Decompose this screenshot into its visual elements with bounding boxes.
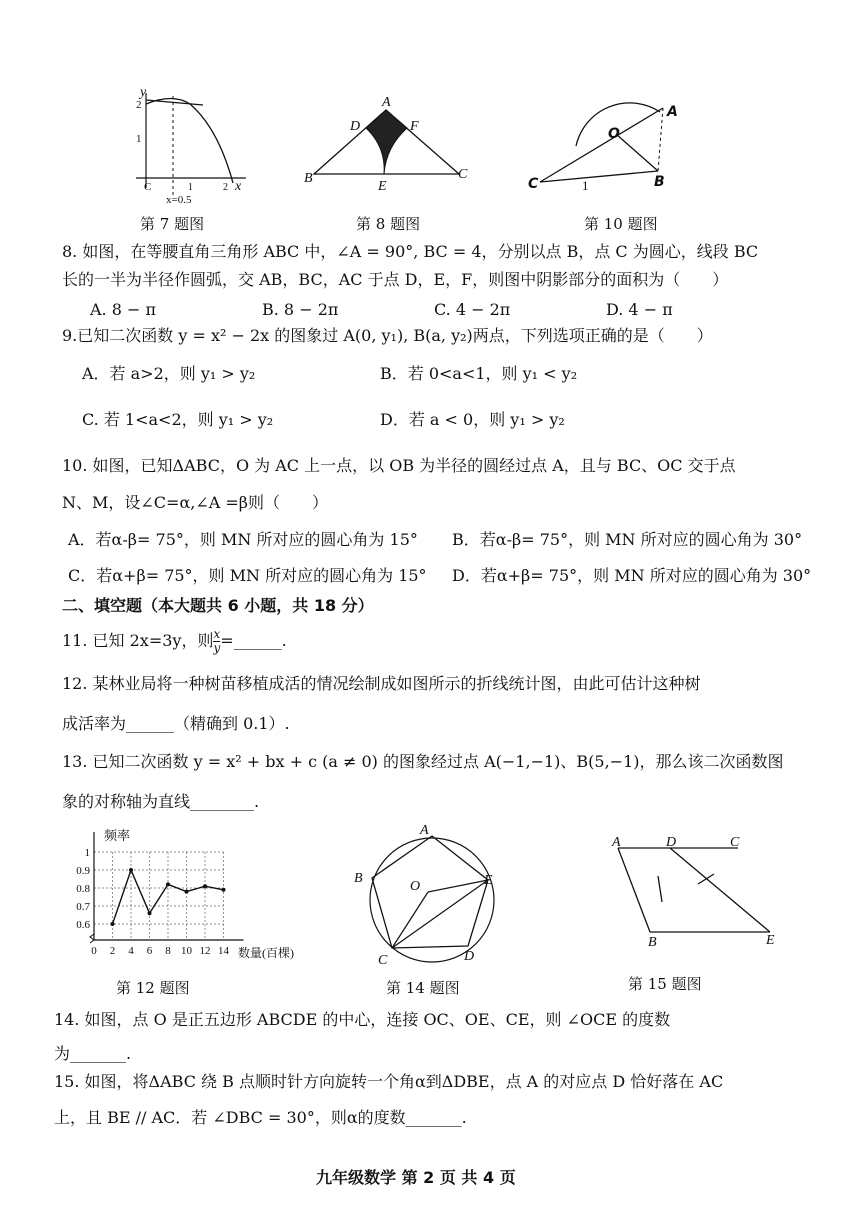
fig15-caption: 第 15 题图 [628,975,702,993]
figure-14 [348,820,508,970]
y-tick-label: 0.7 [76,901,90,913]
data-point [148,911,152,915]
q10-option-d: D．若α+β= 75°，则 MN 所对应的圆心角为 30° [452,566,812,585]
q10-line2: N、M，设∠C=α,∠A =β则（ ） [62,493,329,512]
q12-line1: 12. 某林业局将一种树苗移植成活的情况绘制成如图所示的折线统计图，由此可估计这种树 [62,674,701,693]
x-tick-label: 4 [128,945,134,957]
q8-line1: 8. 如图，在等腰直角三角形 ABC 中，∠A = 90°, BC = 4，分别以点 B，点 C 为圆心，线段 BC [62,242,759,261]
fig15-A: A [612,835,621,850]
data-point [203,884,207,888]
q9-stem: 9.已知二次函数 y = x² − 2x 的图象过 A(0, y₁), B(a, y₂)两点，下列选项正确的是（ ） [62,326,713,345]
x-tick-label: 6 [146,945,153,957]
fig7-tick-2: 2 [136,99,142,111]
figure-15 [610,834,790,954]
q11-frac-den: y [213,641,221,655]
fig7-axis-label: x=0.5 [166,194,192,206]
figure-12-chart [70,824,294,964]
fig12-caption: 第 12 题图 [116,979,190,997]
fig7-tick-x2: 2 [223,182,228,193]
figure-8 [304,92,474,192]
fig14-B: B [354,871,363,886]
fig15-B: B [648,935,657,950]
q8-option-a: A. 8 − π [90,300,156,319]
fig7-tick-1: 1 [136,133,142,145]
fig14-C: C [378,953,388,968]
fig10-B: B [654,174,665,190]
data-point [222,888,226,892]
figure-7 [128,85,258,208]
x-tick-label: 0 [91,945,97,957]
data-point [111,922,115,926]
q9-option-d: D．若 a < 0，则 y₁ > y₂ [380,410,565,429]
page-footer: 九年级数学 第 2 页 共 4 页 [316,1168,516,1187]
data-point [185,890,189,894]
chart-grid [94,852,224,940]
q9-option-a: A．若 a>2，则 y₁ > y₂ [82,364,256,383]
fig10-C: C [528,176,539,192]
q13-line2: 象的对称轴为直线________. [62,792,260,811]
data-point [129,868,133,872]
fig7-x-label: x [235,179,242,194]
figure-10 [528,86,688,196]
fig8-F: F [410,119,419,134]
q12-line2: 成活率为______（精确到 0.1）. [62,714,290,733]
fig7-caption: 第 7 题图 [140,215,205,233]
q10-option-b: B．若α-β= 75°，则 MN 所对应的圆心角为 30° [452,530,803,549]
q11-frac-num: x [213,627,221,641]
x-tick-label: 14 [218,945,229,957]
x-tick-label: 12 [199,945,211,957]
fig7-origin: C [144,181,152,193]
fig8-E: E [378,179,387,194]
fig8-A: A [382,95,391,110]
section-2-heading: 二、填空题（本大题共 6 小题，共 18 分） [62,596,374,615]
q15-line1: 15. 如图，将ΔABC 绕 B 点顺时针方向旋转一个角α到ΔDBE，点 A 的对应点 D 恰好落在 AC [54,1072,724,1091]
q11-prefix: 11. 已知 2x=3y，则 [62,631,214,650]
x-tick-label: 10 [181,945,192,957]
fig7-y-label: y [140,85,147,100]
fig10-one: 1 [582,178,589,193]
fig10-caption: 第 10 题图 [584,215,658,233]
fig15-C: C [730,835,740,850]
q8-line2: 长的一半为半径作圆弧，交 AB，BC，AC 于点 D，E，F，则图中阴影部分的面积为（ ） [62,270,729,289]
q15-line2: 上，且 BE // AC．若 ∠DBC = 30°，则α的度数_______. [54,1108,467,1127]
q14-line2: 为_______. [54,1044,132,1063]
data-point [166,882,170,886]
chart-xlabel: 数量(百棵) [238,946,294,960]
fig10-A: A [667,104,678,120]
q9-option-c: C. 若 1<a<2，则 y₁ > y₂ [82,410,274,429]
chart-ylabel: 频率 [104,828,131,843]
fig8-caption: 第 8 题图 [356,215,421,233]
fig14-O: O [410,879,421,894]
x-tick-label: 2 [109,945,116,957]
fig8-D: D [350,119,361,134]
q8-option-c: C. 4 − 2π [434,300,511,319]
fig15-E: E [766,933,775,948]
q10-option-a: A．若α-β= 75°，则 MN 所对应的圆心角为 15° [68,530,418,549]
fig10-O: O [608,126,620,142]
q8-option-d: D. 4 − π [606,300,673,319]
y-tick-label: 0.8 [76,883,90,895]
q10-option-c: C．若α+β= 75°，则 MN 所对应的圆心角为 15° [68,566,427,585]
chart-axes [76,832,243,957]
fig8-B: B [304,171,313,186]
q9-option-b: B．若 0<a<1，则 y₁ < y₂ [380,364,578,383]
q13-line1: 13. 已知二次函数 y = x² + bx + c (a ≠ 0) 的图象经过点 A(−1,−1)、B(5,−1)，那么该二次函数图 [62,752,784,771]
y-tick-label: 0.6 [76,919,90,931]
q10-line1: 10. 如图，已知ΔABC，O 为 AC 上一点，以 OB 为半径的圆经过点 A，且与 BC、OC 交于点 [62,456,736,475]
fig14-caption: 第 14 题图 [386,979,460,997]
q14-line1: 14. 如图，点 O 是正五边形 ABCDE 的中心，连接 OC、OE、CE，则 ∠OCE 的度数 [54,1010,671,1029]
fig14-E: E [484,873,493,888]
y-tick-label: 1 [84,847,90,859]
fig14-A: A [420,823,429,838]
y-tick-label: 0.9 [76,865,90,877]
fig8-C: C [458,167,468,182]
q8-option-b: B. 8 − 2π [262,300,339,319]
fig15-D: D [666,835,677,850]
fig14-D: D [464,949,475,964]
fig7-tick-x1: 1 [188,182,193,193]
q11 [62,628,287,658]
q11-suffix: =______. [220,631,287,650]
x-tick-label: 8 [165,945,171,957]
